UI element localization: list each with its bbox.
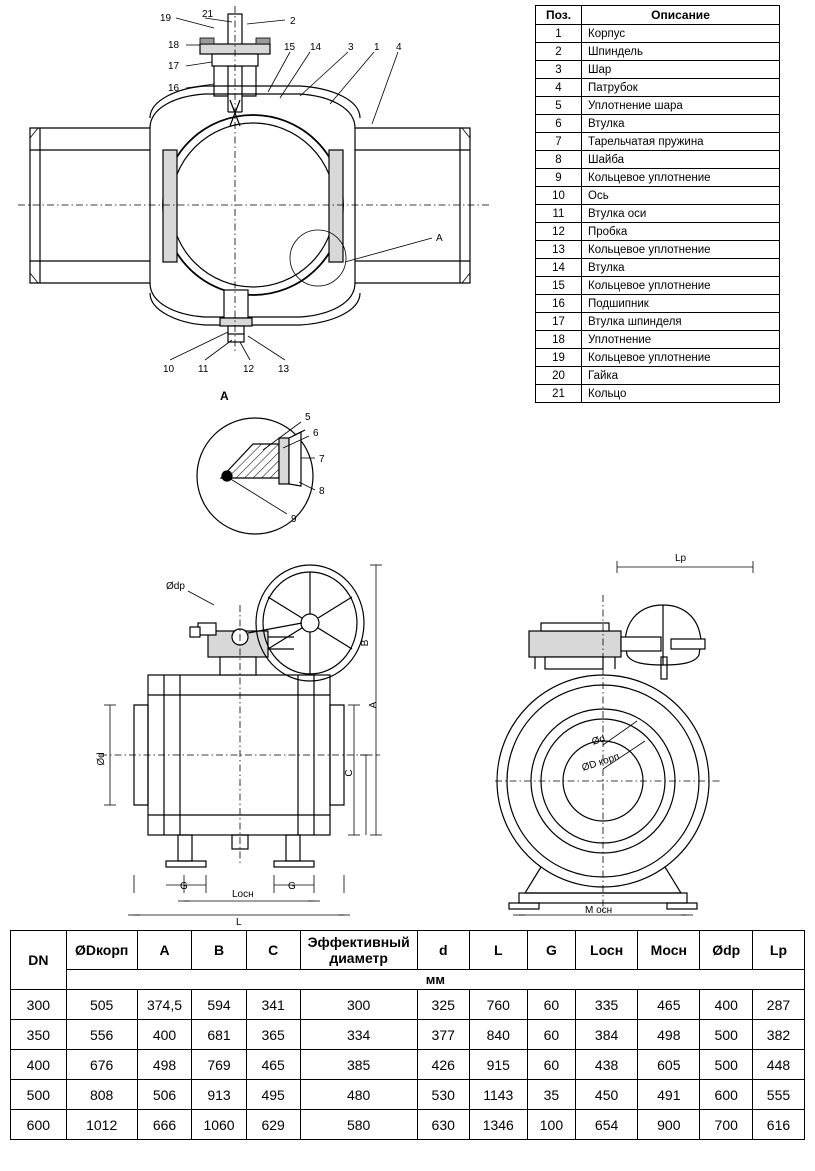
parts-row-desc: Шпиндель [582, 43, 780, 61]
svg-text:11: 11 [198, 364, 209, 375]
parts-row-desc: Корпус [582, 25, 780, 43]
dim-cell-dn: 300 [11, 990, 67, 1020]
dim-cell-c: 365 [246, 1020, 300, 1050]
parts-row-pos: 5 [536, 97, 582, 115]
dim-cell-eff: 385 [300, 1050, 417, 1080]
parts-row-pos: 16 [536, 295, 582, 313]
parts-table-row [536, 115, 780, 133]
dim-cell-eff: 580 [300, 1110, 417, 1140]
dim-cell-losn: 450 [576, 1080, 638, 1110]
dim-cell-odp: 500 [700, 1020, 752, 1050]
dim-cell-a: 498 [137, 1050, 192, 1080]
dim-header-b: B [192, 931, 246, 970]
dim-cell-odp: 400 [700, 990, 752, 1020]
dim-header-a: A [137, 931, 192, 970]
parts-table-row [536, 223, 780, 241]
dim-cell-d: 325 [417, 990, 469, 1020]
svg-text:12: 12 [243, 364, 255, 375]
svg-text:5: 5 [305, 412, 311, 423]
svg-text:7: 7 [319, 454, 325, 465]
svg-text:6: 6 [313, 428, 319, 439]
parts-row-desc: Патрубок [582, 79, 780, 97]
parts-row-desc: Втулка [582, 259, 780, 277]
dim-cell-eff: 480 [300, 1080, 417, 1110]
dim-cell-dn: 350 [11, 1020, 67, 1050]
dimension-table-row [11, 1080, 805, 1110]
parts-row-desc: Кольцевое уплотнение [582, 277, 780, 295]
dim-cell-l: 915 [469, 1050, 527, 1080]
svg-text:21: 21 [202, 9, 214, 20]
dim-cell-dkorp: 556 [66, 1020, 137, 1050]
dim-cell-d: 630 [417, 1110, 469, 1140]
dim-cell-odp: 600 [700, 1080, 752, 1110]
parts-table-row [536, 169, 780, 187]
svg-text:17: 17 [168, 61, 180, 72]
svg-text:B: B [360, 639, 371, 647]
dimension-table-row [11, 1110, 805, 1140]
parts-row-pos: 1 [536, 25, 582, 43]
svg-text:Ødp: Ødp [166, 581, 185, 592]
dim-cell-losn: 384 [576, 1020, 638, 1050]
svg-text:A: A [436, 233, 443, 244]
svg-text:L: L [236, 917, 242, 925]
dim-cell-a: 506 [137, 1080, 192, 1110]
dim-cell-b: 913 [192, 1080, 246, 1110]
parts-row-pos: 15 [536, 277, 582, 295]
dim-cell-b: 769 [192, 1050, 246, 1080]
parts-row-desc: Уплотнение [582, 331, 780, 349]
svg-text:M осн: M осн [585, 905, 613, 916]
dim-header-d: d [417, 931, 469, 970]
svg-text:G: G [288, 881, 296, 892]
dim-header-lp: Lp [752, 931, 804, 970]
dim-cell-mosn: 465 [638, 990, 700, 1020]
parts-table-row [536, 97, 780, 115]
dim-cell-g: 60 [527, 990, 575, 1020]
parts-row-pos: 8 [536, 151, 582, 169]
parts-table-row [536, 187, 780, 205]
dim-cell-dn: 400 [11, 1050, 67, 1080]
parts-row-desc: Подшипник [582, 295, 780, 313]
dim-header-dkorp: ØDкорп [66, 931, 137, 970]
parts-row-pos: 14 [536, 259, 582, 277]
parts-table-header-row [536, 6, 780, 25]
parts-row-desc: Уплотнение шара [582, 97, 780, 115]
dim-cell-losn: 335 [576, 990, 638, 1020]
svg-text:C: C [344, 769, 355, 777]
svg-text:Ød: Ød [590, 733, 607, 748]
parts-row-desc: Кольцевое уплотнение [582, 169, 780, 187]
parts-table-header-pos: Поз. [536, 6, 582, 25]
parts-table-row [536, 313, 780, 331]
dim-header-l: L [469, 931, 527, 970]
dim-cell-g: 100 [527, 1110, 575, 1140]
dim-cell-mosn: 491 [638, 1080, 700, 1110]
dim-cell-c: 629 [246, 1110, 300, 1140]
parts-row-pos: 13 [536, 241, 582, 259]
parts-row-desc: Пробка [582, 223, 780, 241]
section-view-figure [0, 0, 530, 390]
parts-row-pos: 4 [536, 79, 582, 97]
dim-cell-c: 465 [246, 1050, 300, 1080]
dimension-table-row [11, 990, 805, 1020]
dim-cell-l: 840 [469, 1020, 527, 1050]
svg-text:Ød: Ød [96, 752, 107, 766]
parts-table-row [536, 349, 780, 367]
dim-cell-dkorp: 808 [66, 1080, 137, 1110]
parts-row-pos: 7 [536, 133, 582, 151]
svg-text:4: 4 [396, 42, 402, 53]
dim-cell-a: 374,5 [137, 990, 192, 1020]
parts-table-row [536, 385, 780, 403]
dimension-table [10, 930, 805, 1140]
svg-text:14: 14 [310, 42, 322, 53]
detail-a-title: A [220, 389, 229, 403]
parts-row-pos: 10 [536, 187, 582, 205]
dim-cell-g: 35 [527, 1080, 575, 1110]
dim-cell-g: 60 [527, 1020, 575, 1050]
svg-text:G: G [180, 881, 188, 892]
dim-cell-losn: 438 [576, 1050, 638, 1080]
parts-row-pos: 18 [536, 331, 582, 349]
dim-cell-c: 495 [246, 1080, 300, 1110]
svg-text:16: 16 [168, 83, 180, 94]
dim-cell-lp: 448 [752, 1050, 804, 1080]
dim-header-eff: Эффективный диаметр [300, 931, 417, 970]
parts-table-row [536, 295, 780, 313]
parts-table-row [536, 79, 780, 97]
dim-cell-mosn: 605 [638, 1050, 700, 1080]
svg-text:13: 13 [278, 364, 290, 375]
parts-table-row [536, 277, 780, 295]
dim-cell-odp: 700 [700, 1110, 752, 1140]
parts-row-pos: 17 [536, 313, 582, 331]
parts-row-pos: 11 [536, 205, 582, 223]
parts-table-row [536, 367, 780, 385]
dim-cell-lp: 616 [752, 1110, 804, 1140]
parts-row-pos: 19 [536, 349, 582, 367]
svg-text:15: 15 [284, 42, 296, 53]
svg-text:3: 3 [348, 42, 354, 53]
dim-cell-dkorp: 676 [66, 1050, 137, 1080]
parts-table-row [536, 61, 780, 79]
parts-row-desc: Втулка оси [582, 205, 780, 223]
parts-row-pos: 9 [536, 169, 582, 187]
dim-cell-a: 666 [137, 1110, 192, 1140]
parts-table-row [536, 43, 780, 61]
dim-header-mosn: Mосн [638, 931, 700, 970]
dim-cell-eff: 334 [300, 1020, 417, 1050]
dim-cell-mosn: 498 [638, 1020, 700, 1050]
parts-row-pos: 3 [536, 61, 582, 79]
dim-cell-dkorp: 505 [66, 990, 137, 1020]
dim-header-c: C [246, 931, 300, 970]
dim-header-losn: Lосн [576, 931, 638, 970]
parts-table-row [536, 205, 780, 223]
dim-cell-dkorp: 1012 [66, 1110, 137, 1140]
svg-text:9: 9 [291, 514, 297, 525]
side-view-figure [80, 545, 410, 925]
parts-table-row [536, 133, 780, 151]
parts-table-row [536, 259, 780, 277]
dim-cell-l: 1143 [469, 1080, 527, 1110]
parts-row-desc: Втулка шпинделя [582, 313, 780, 331]
parts-row-desc: Шайба [582, 151, 780, 169]
dim-cell-lp: 382 [752, 1020, 804, 1050]
dim-cell-dn: 600 [11, 1110, 67, 1140]
dim-cell-c: 341 [246, 990, 300, 1020]
dim-unit-label: мм [66, 970, 804, 990]
dim-cell-eff: 300 [300, 990, 417, 1020]
svg-text:ØD корп: ØD корп [580, 751, 621, 774]
dimension-table-row [11, 1020, 805, 1050]
dim-header-dn: DN [11, 931, 67, 990]
parts-row-pos: 20 [536, 367, 582, 385]
svg-text:8: 8 [319, 486, 325, 497]
svg-text:18: 18 [168, 40, 180, 51]
parts-row-pos: 12 [536, 223, 582, 241]
parts-row-desc: Втулка [582, 115, 780, 133]
svg-text:19: 19 [160, 13, 172, 24]
parts-table [535, 5, 780, 403]
parts-row-pos: 6 [536, 115, 582, 133]
parts-table-row [536, 151, 780, 169]
front-view-figure [485, 545, 795, 925]
parts-table-header-desc: Описание [582, 6, 780, 25]
dimension-table-unit-row [11, 970, 805, 990]
svg-text:2: 2 [290, 16, 296, 27]
dim-cell-lp: 555 [752, 1080, 804, 1110]
dim-cell-d: 426 [417, 1050, 469, 1080]
dim-header-g: G [527, 931, 575, 970]
parts-row-desc: Кольцевое уплотнение [582, 241, 780, 259]
dim-cell-d: 377 [417, 1020, 469, 1050]
detail-a-figure [175, 386, 395, 546]
dim-cell-b: 681 [192, 1020, 246, 1050]
dim-cell-b: 1060 [192, 1110, 246, 1140]
dim-cell-a: 400 [137, 1020, 192, 1050]
dim-cell-g: 60 [527, 1050, 575, 1080]
dim-cell-l: 760 [469, 990, 527, 1020]
dim-cell-losn: 654 [576, 1110, 638, 1140]
parts-row-desc: Шар [582, 61, 780, 79]
parts-row-desc: Гайка [582, 367, 780, 385]
svg-text:1: 1 [374, 42, 380, 53]
parts-row-desc: Тарельчатая пружина [582, 133, 780, 151]
parts-row-desc: Кольцо [582, 385, 780, 403]
dim-cell-mosn: 900 [638, 1110, 700, 1140]
dimension-table-header-row [11, 931, 805, 970]
dim-cell-odp: 500 [700, 1050, 752, 1080]
svg-text:A: A [368, 701, 379, 709]
dim-cell-d: 530 [417, 1080, 469, 1110]
parts-table-row [536, 331, 780, 349]
parts-row-desc: Ось [582, 187, 780, 205]
svg-text:10: 10 [163, 364, 175, 375]
parts-table-row [536, 25, 780, 43]
parts-row-desc: Кольцевое уплотнение [582, 349, 780, 367]
dim-cell-dn: 500 [11, 1080, 67, 1110]
dim-header-odp: Ødp [700, 931, 752, 970]
dim-cell-lp: 287 [752, 990, 804, 1020]
dim-cell-b: 594 [192, 990, 246, 1020]
svg-text:Lосн: Lосн [232, 889, 254, 900]
parts-table-row [536, 241, 780, 259]
dimension-table-row [11, 1050, 805, 1080]
parts-row-pos: 21 [536, 385, 582, 403]
parts-row-pos: 2 [536, 43, 582, 61]
dim-cell-l: 1346 [469, 1110, 527, 1140]
svg-text:Lp: Lp [675, 553, 687, 564]
